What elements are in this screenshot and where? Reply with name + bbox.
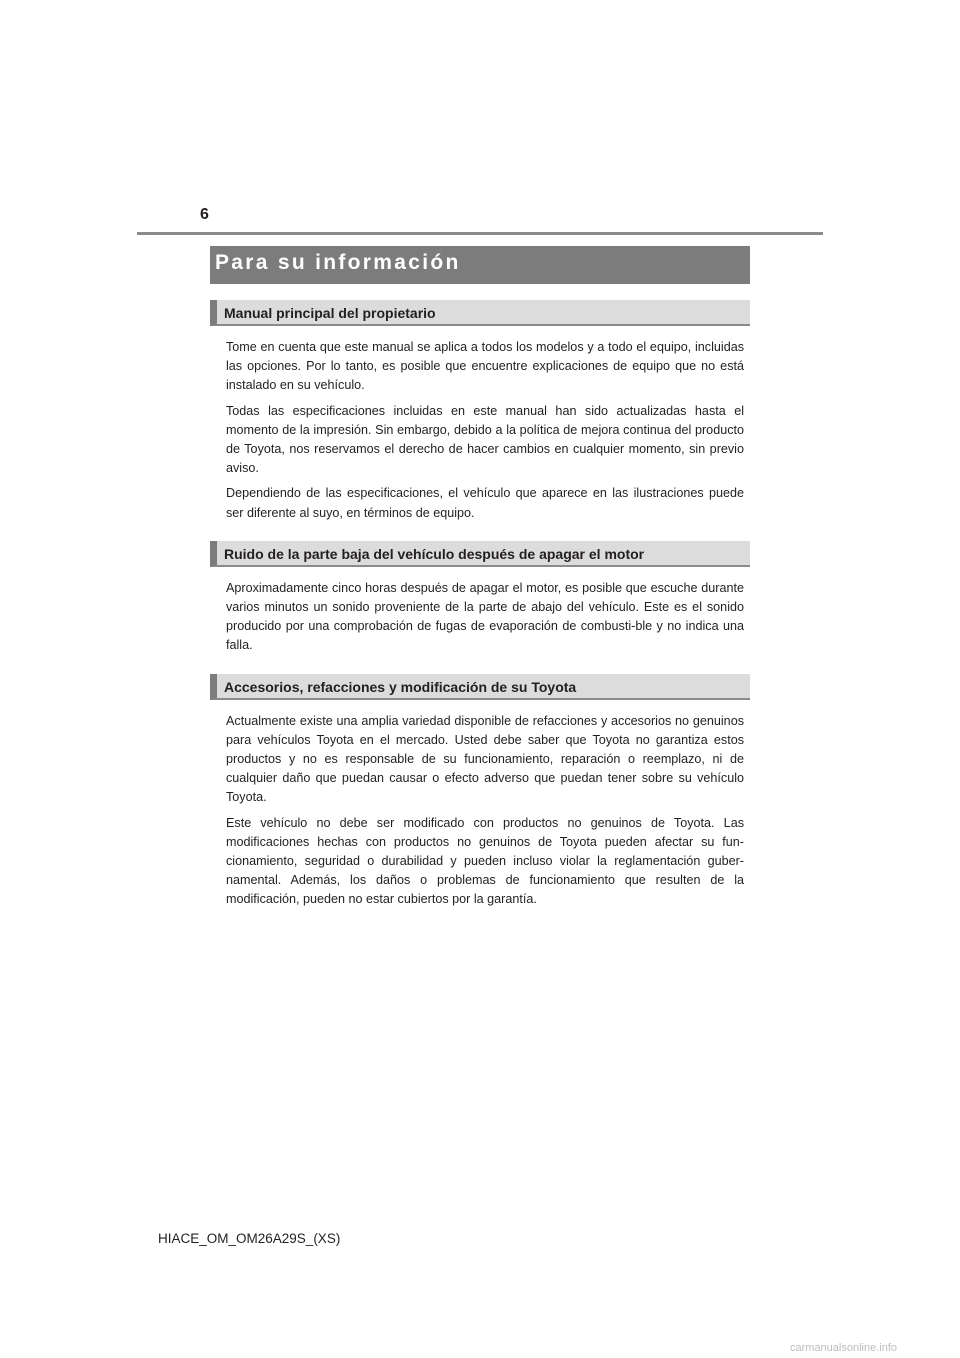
section-underbody-noise [210,541,750,656]
watermark: carmanualsonline.info [790,1342,898,1354]
paragraph: Actualmente existe una amplia variedad disponible de refacciones y accesorios no genuinos para vehículos Toyota en el mercado. Usted debe saber que Toyota no garantiza estos productos y no es responsable de su funcionamiento, reparación o reemplazo, ni de cualquier daño que puedan causar o efecto adverso que puedan tener sobre su vehículo Toyota. [226,713,744,805]
paragraph: Aproximadamente cinco horas después de apagar el motor, es posible que escuche durante varios minutos un sonido proveniente de la parte de abajo del vehículo. Este es el sonido producido por una comprobación de fugas de evaporación de combusti-ble y no indica una falla. [226,580,744,653]
page-title: Para su información [215,251,461,274]
section-heading-bar [210,300,750,326]
section-heading: Accesorios, refacciones y modificación de su Toyota [224,678,577,695]
page-content [210,300,750,916]
page-title-bar [210,246,750,284]
section-heading: Ruido de la parte baja del vehículo después de apagar el motor [224,545,645,562]
paragraph: Todas las especificaciones incluidas en este manual han sido actualizadas hasta el momento de la impresión. Sin embargo, debido a la política de mejora continua del producto de Toyota, nos reservamos el derecho de hacer cambios en cualquier momento, sin previo aviso. [226,403,744,476]
section-heading-bar [210,541,750,567]
section-body [210,700,750,910]
section-body [210,326,750,523]
paragraph: Este vehículo no debe ser modificado con productos no genuinos de Toyota. Las modificaciones hechas con productos no genuinos de Toyota pueden afectar su fun-cionamiento, seguridad o durabilidad y pueden incluso violar la reglamentación guber-namental. Además, los daños o problemas de funcionamiento que resulten de la modificación, pueden no estar cubiertos por la garantía. [226,815,744,907]
paragraph: Dependiendo de las especificaciones, el vehículo que aparece en las ilustraciones puede ser diferente al suyo, en términos de equipo. [226,486,744,520]
section-owners-manual [210,300,750,523]
document-code-footer: HIACE_OM_OM26A29S_(XS) [158,1231,341,1246]
section-body [210,567,750,656]
paragraph: Tome en cuenta que este manual se aplica a todos los modelos y a todo el equipo, incluidas las opciones. Por lo tanto, es posible que encuentre explicaciones de equipo que no está instalado en su vehículo. [226,340,744,393]
section-heading: Manual principal del propietario [224,305,436,321]
section-heading-bar [210,674,750,700]
page-number: 6 [200,206,209,223]
section-accessories [210,674,750,910]
header-rule [137,232,823,235]
